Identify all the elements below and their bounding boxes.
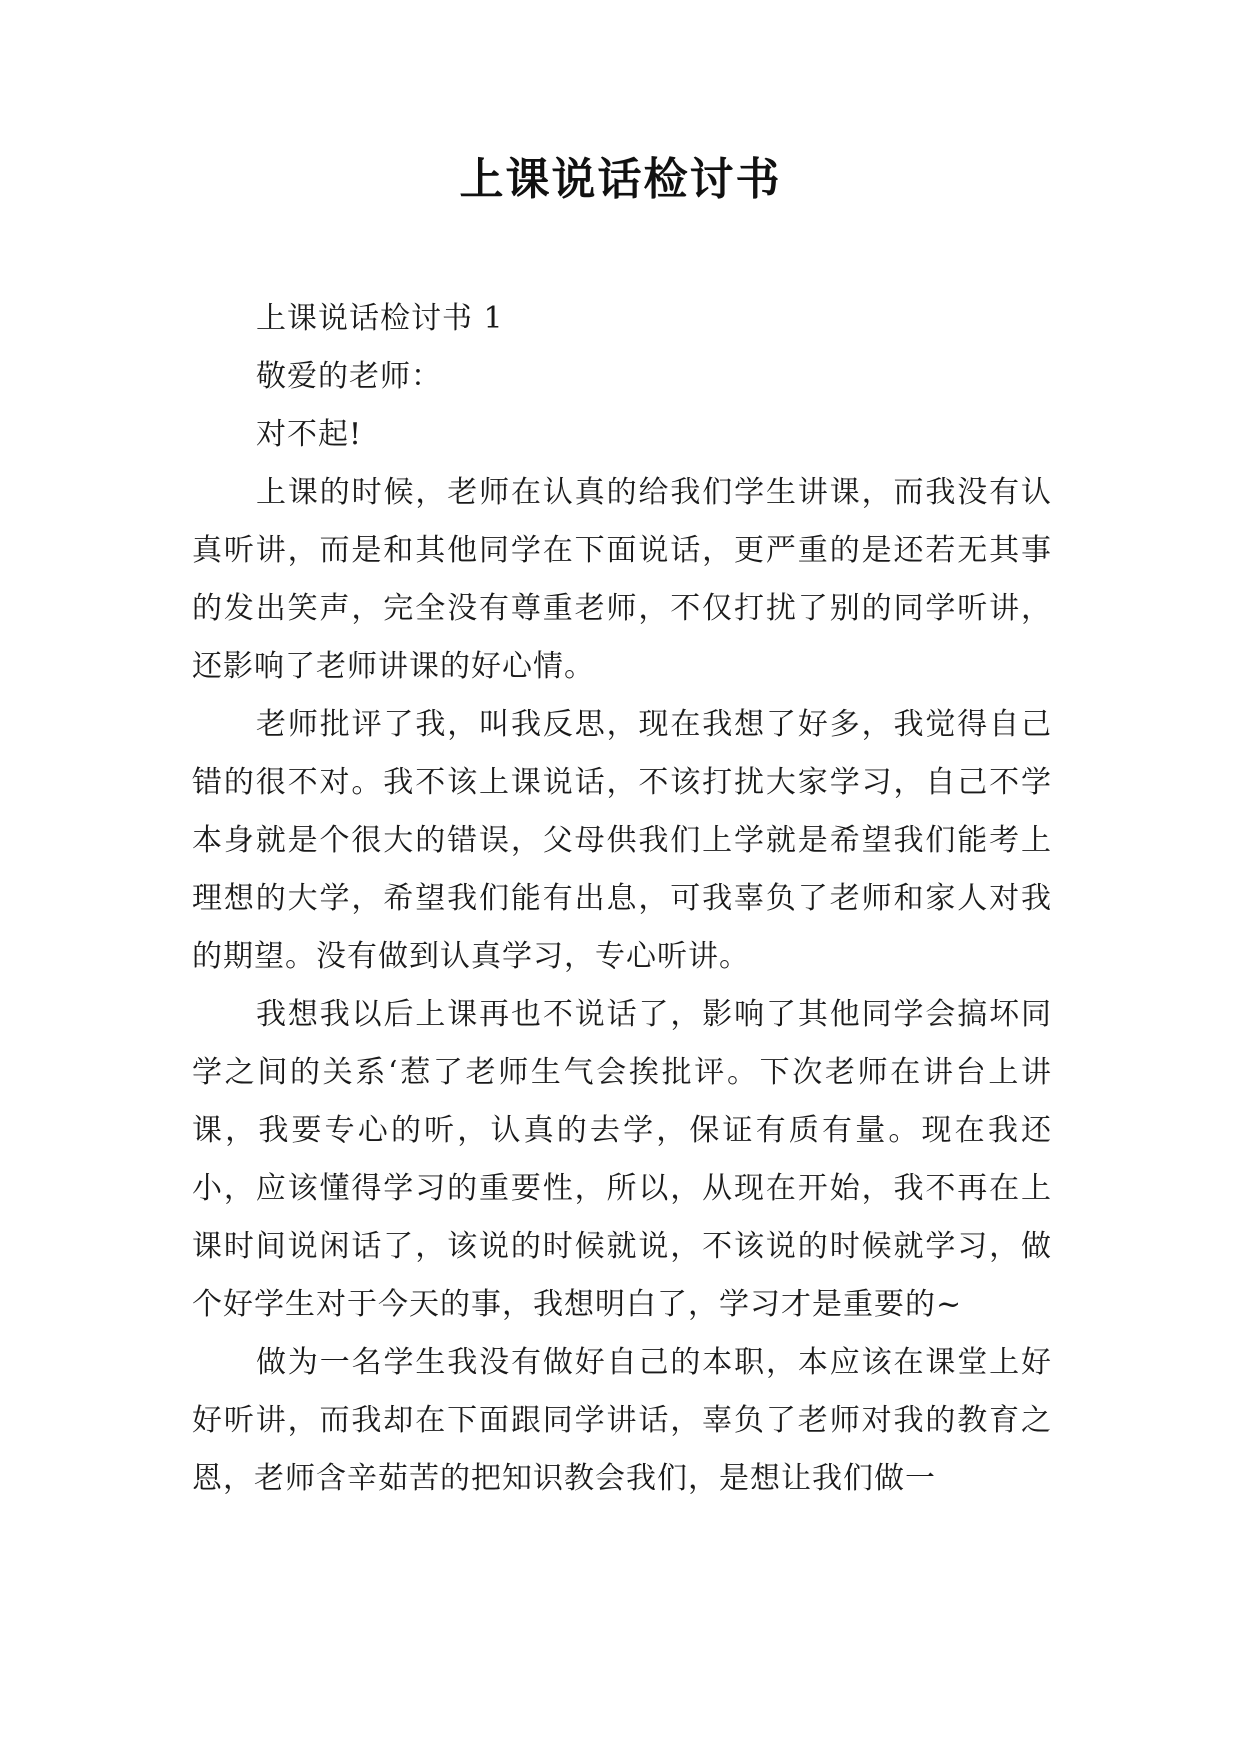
apology-line: 对不起! [256,417,363,452]
document-body [192,290,1052,1508]
body-paragraph: 老师批评了我，叫我反思，现在我想了好多，我觉得自己错的很不对。我不该上课说话，不该打扰大家学习，自己不学本身就是个很大的错误，父母供我们上学就是希望我们能考上理想的大学，希望我们能有出息，可我辜负了老师和家人对我的期望。没有做到认真学习，专心听讲。 [192,707,1052,974]
body-paragraph: 做为一名学生我没有做好自己的本职，本应该在课堂上好好听讲，而我却在下面跟同学讲话，辜负了老师对我的教育之恩，老师含辛茹苦的把知识教会我们，是想让我们做一 [192,1345,1052,1496]
document-title: 上课说话检讨书 [459,154,782,205]
body-paragraph: 我想我以后上课再也不说话了，影响了其他同学会搞坏同学之间的关系‘惹了老师生气会挨批评。下次老师在讲台上讲课，我要专心的听，认真的去学，保证有质有量。现在我还小，应该懂得学习的重要性，所以，从现在开始，我不再在上课时间说闲话了，该说的时候就说，不该说的时候就学习，做个好学生对于今天的事，我想明白了，学习才是重要的~ [192,997,1052,1322]
section-heading: 上课说话检讨书 1 [256,301,504,336]
body-paragraph: 上课的时候，老师在认真的给我们学生讲课，而我没有认真听讲，而是和其他同学在下面说话，更严重的是还若无其事的发出笑声，完全没有尊重老师，不仅打扰了别的同学听讲，还影响了老师讲课的好心情。 [192,475,1052,684]
salutation: 敬爱的老师： [256,359,442,394]
